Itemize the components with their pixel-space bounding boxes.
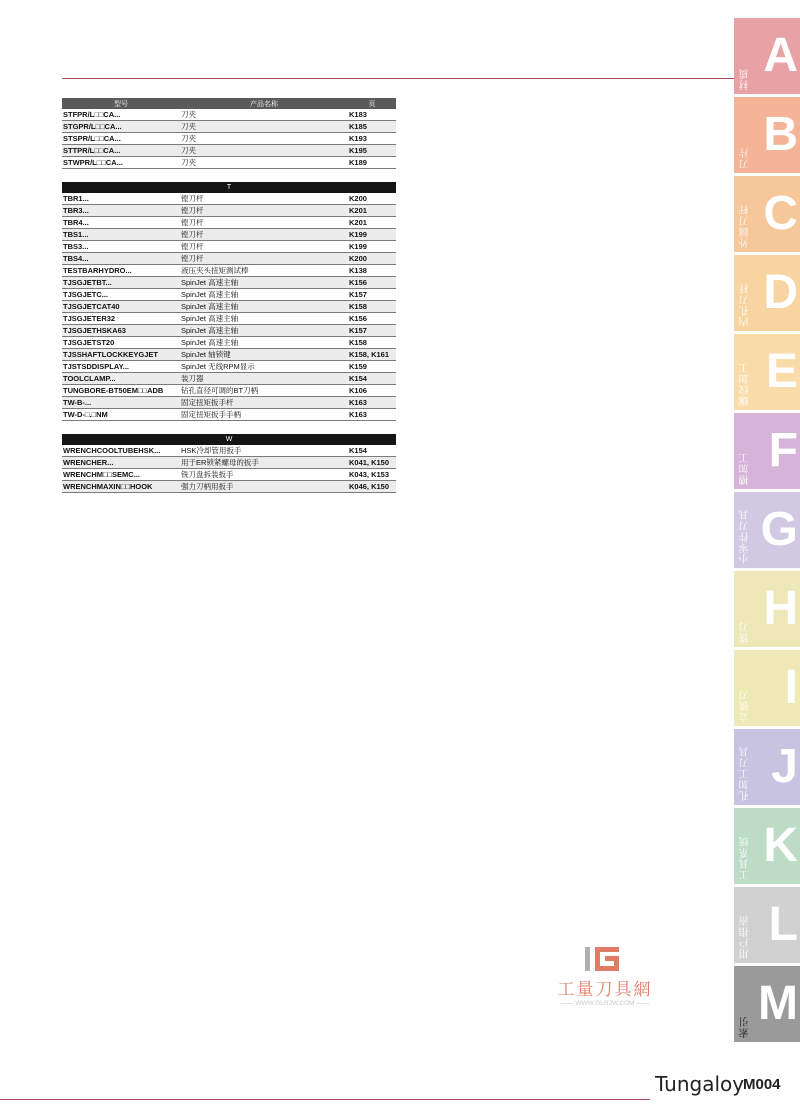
cell-model: TBR4...: [62, 217, 180, 229]
cell-page: K200: [348, 253, 396, 265]
table-row: [62, 289, 396, 301]
cell-model: WRENCHM□□SEMC...: [62, 469, 180, 481]
tab-e[interactable]: [734, 334, 800, 410]
table-row: [62, 397, 396, 409]
cell-page: K156: [348, 313, 396, 325]
tab-letter: M: [758, 977, 798, 1030]
tab-f[interactable]: [734, 413, 800, 489]
footer-brand: Tungaloy: [655, 1072, 745, 1096]
tab-label: 内孔刀杆: [740, 283, 751, 327]
cell-name: 用于ER锁紧螺母的扳手: [180, 457, 348, 469]
table-row: [62, 373, 396, 385]
table-row: [62, 241, 396, 253]
cell-model: WRENCHMAXIN□□HOOK: [62, 481, 180, 493]
cell-page: K138: [348, 265, 396, 277]
cell-model: STFPR/L□□CA...: [62, 109, 180, 121]
cell-name: HSK冷却管用扳手: [180, 445, 348, 457]
table-row: [62, 325, 396, 337]
cell-model: TJSSHAFTLOCKKEYGJET: [62, 349, 180, 361]
table-row: [62, 445, 396, 457]
watermark-url: —— WWW.GLRJW.COM ——: [560, 1000, 650, 1007]
cell-name: 固定扭矩扳手杆: [180, 397, 348, 409]
footer-page-number: M004: [743, 1076, 781, 1093]
cell-page: K163: [348, 409, 396, 421]
table-row: [62, 385, 396, 397]
table-row: [62, 301, 396, 313]
cell-name: 镗刀杆: [180, 193, 348, 205]
tab-letter: L: [768, 898, 798, 951]
table-row: [62, 157, 396, 169]
cell-model: WRENCHCOOLTUBEHSK...: [62, 445, 180, 457]
cell-name: 装刀器: [180, 373, 348, 385]
cell-name: 刀夹: [180, 121, 348, 133]
table-row: [62, 229, 396, 241]
tab-k[interactable]: [734, 808, 800, 884]
cell-name: 刀夹: [180, 133, 348, 145]
cell-page: K043, K153: [348, 469, 396, 481]
table-row: [62, 265, 396, 277]
top-rule: [62, 78, 740, 79]
cell-page: K183: [348, 109, 396, 121]
tab-j[interactable]: [734, 729, 800, 805]
cell-name: SpinJet 无线RPM显示: [180, 361, 348, 373]
watermark: [535, 945, 675, 1015]
cell-page: K158: [348, 301, 396, 313]
cell-page: K193: [348, 133, 396, 145]
cell-page: K199: [348, 229, 396, 241]
cell-model: TW-B-...: [62, 397, 180, 409]
section-letter-header: T: [62, 182, 396, 193]
tab-letter: H: [763, 582, 798, 635]
cell-name: 刀夹: [180, 109, 348, 121]
tab-l[interactable]: [734, 887, 800, 963]
cell-model: TJSTSDDISPLAY...: [62, 361, 180, 373]
section-letter-header: W: [62, 434, 396, 445]
cell-name: 铣刀盘拆装扳手: [180, 469, 348, 481]
tab-label: 外圆刀杆: [740, 204, 751, 248]
table-row: [62, 145, 396, 157]
cell-name: 镗刀杆: [180, 205, 348, 217]
cell-name: SpinJet 轴锁键: [180, 349, 348, 361]
cell-page: K154: [348, 445, 396, 457]
cell-page: K201: [348, 205, 396, 217]
cell-page: K154: [348, 373, 396, 385]
tab-letter: F: [768, 424, 798, 477]
cell-page: K195: [348, 145, 396, 157]
table-row: [62, 409, 396, 421]
cell-page: K185: [348, 121, 396, 133]
table-row: [62, 193, 396, 205]
table-header-row: [62, 98, 396, 109]
table-row: [62, 313, 396, 325]
table-row: [62, 469, 396, 481]
cell-model: TJSGJETC...: [62, 289, 180, 301]
cell-model: STSPR/L□□CA...: [62, 133, 180, 145]
cell-page: K158, K161: [348, 349, 396, 361]
cell-page: K159: [348, 361, 396, 373]
watermark-logo-icon: [583, 945, 623, 973]
cell-name: 镗刀杆: [180, 241, 348, 253]
cell-name: 强力刀柄用扳手: [180, 481, 348, 493]
header-page: 页: [348, 98, 396, 109]
header-name: 产品名称: [180, 98, 348, 109]
index-table: [62, 445, 396, 493]
cell-model: TBR1...: [62, 193, 180, 205]
cell-name: 镗刀杆: [180, 253, 348, 265]
cell-model: STTPR/L□□CA...: [62, 145, 180, 157]
tab-c[interactable]: [734, 176, 800, 252]
table-row: [62, 361, 396, 373]
bottom-rule: [0, 1099, 650, 1100]
cell-model: TJSGJETHSKA63: [62, 325, 180, 337]
table-row: [62, 481, 396, 493]
cell-name: SpinJet 高速主轴: [180, 289, 348, 301]
index-tables: [62, 98, 396, 493]
cell-page: K156: [348, 277, 396, 289]
cell-model: TW-D-□.□NM: [62, 409, 180, 421]
cell-model: TUNGBORE-BT50EM□□ADB: [62, 385, 180, 397]
table-row: [62, 109, 396, 121]
cell-page: K163: [348, 397, 396, 409]
cell-model: WRENCHER...: [62, 457, 180, 469]
tab-letter: J: [771, 740, 798, 793]
cell-name: SpinJet 高速主轴: [180, 337, 348, 349]
tab-g[interactable]: [734, 492, 800, 568]
tab-label: 小零件刀具: [740, 509, 751, 564]
cell-page: K157: [348, 289, 396, 301]
tab-label: 铣刀: [740, 621, 751, 643]
cell-name: 刀夹: [180, 145, 348, 157]
tab-d[interactable]: [734, 255, 800, 331]
cell-model: TOOLCLAMP...: [62, 373, 180, 385]
cell-model: STWPR/L□□CA...: [62, 157, 180, 169]
table-row: [62, 277, 396, 289]
cell-name: 镗刀杆: [180, 229, 348, 241]
cell-model: TJSGJETER32: [62, 313, 180, 325]
table-row: [62, 121, 396, 133]
tab-label: 材质: [740, 68, 751, 90]
cell-name: SpinJet 高速主轴: [180, 301, 348, 313]
tab-label: 槽加工: [740, 452, 751, 485]
tab-letter: G: [760, 503, 798, 556]
tab-a[interactable]: [734, 18, 800, 94]
cell-page: K189: [348, 157, 396, 169]
table-row: [62, 349, 396, 361]
cell-model: TBR3...: [62, 205, 180, 217]
tab-letter: A: [763, 29, 798, 82]
cell-model: TESTBARHYDRO...: [62, 265, 180, 277]
watermark-text: 工量刀具網: [557, 980, 653, 1000]
cell-page: K199: [348, 241, 396, 253]
tab-label: 刀片: [740, 147, 751, 169]
cell-model: TJSGJETBT...: [62, 277, 180, 289]
group-gap: [62, 421, 396, 434]
cell-model: TJSGJETST20: [62, 337, 180, 349]
tab-label: 立铣刀: [740, 689, 751, 722]
tab-h[interactable]: [734, 571, 800, 647]
tab-i[interactable]: [734, 650, 800, 726]
header-model: 型号: [62, 98, 180, 109]
tab-letter: B: [763, 108, 798, 161]
cell-model: STGPR/L□□CA...: [62, 121, 180, 133]
tab-letter: E: [765, 345, 798, 398]
tab-letter: K: [763, 819, 798, 872]
cell-page: K201: [348, 217, 396, 229]
tab-label: 索引: [740, 1016, 751, 1038]
tab-b[interactable]: [734, 97, 800, 173]
cell-page: K106: [348, 385, 396, 397]
tab-label: 螺纹加工: [740, 362, 751, 406]
tab-letter: I: [784, 661, 798, 714]
tab-m[interactable]: [734, 966, 800, 1042]
cell-name: SpinJet 高速主轴: [180, 277, 348, 289]
cell-page: K157: [348, 325, 396, 337]
index-table: [62, 193, 396, 421]
table-row: [62, 337, 396, 349]
group-gap: [62, 169, 396, 182]
cell-model: TBS4...: [62, 253, 180, 265]
table-row: [62, 133, 396, 145]
tab-label: 工具系统: [740, 836, 751, 880]
cell-page: K046, K150: [348, 481, 396, 493]
tab-label: 孔加工刀具: [740, 746, 751, 801]
cell-page: K158: [348, 337, 396, 349]
tab-letter: C: [763, 187, 798, 240]
index-table: [62, 98, 396, 169]
cell-page: K041, K150: [348, 457, 396, 469]
table-row: [62, 205, 396, 217]
cell-name: SpinJet 高速主轴: [180, 313, 348, 325]
cell-name: 液压夹头扭矩测试棒: [180, 265, 348, 277]
cell-model: TBS3...: [62, 241, 180, 253]
cell-name: 刀夹: [180, 157, 348, 169]
cell-name: SpinJet 高速主轴: [180, 325, 348, 337]
table-row: [62, 217, 396, 229]
cell-model: TBS1...: [62, 229, 180, 241]
cell-name: 镗刀杆: [180, 217, 348, 229]
table-row: [62, 253, 396, 265]
cell-model: TJSGJETCAT40: [62, 301, 180, 313]
tab-letter: D: [763, 266, 798, 319]
cell-name: 固定扭矩扳手手柄: [180, 409, 348, 421]
table-row: [62, 457, 396, 469]
cell-name: 钻孔直径可调的BT刀柄: [180, 385, 348, 397]
tab-label: 用户指南: [740, 915, 751, 959]
cell-page: K200: [348, 193, 396, 205]
